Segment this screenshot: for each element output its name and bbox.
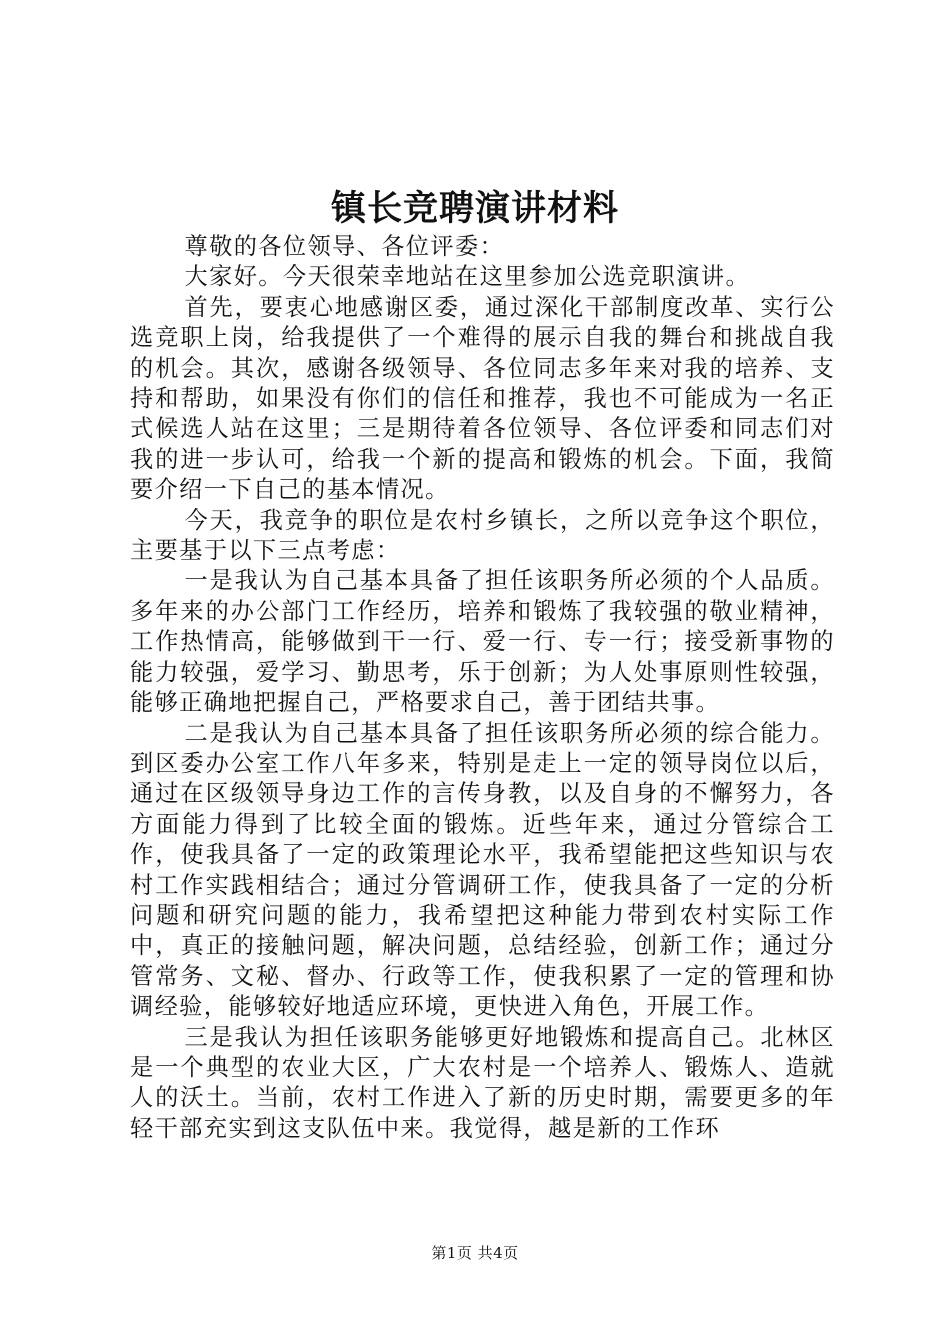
- document-body: [130, 232, 835, 1144]
- paragraph-point-three: 三是我认为担任该职务能够更好地锻炼和提高自己。北林区是一个典型的农业大区，广大农村是一个培养人、锻炼人、造就人的沃土。当前，农村工作进入了新的历史时期，需要更多的年轻干部充实到这支队伍中来。我觉得，越是新的工作环: [130, 1023, 835, 1142]
- paragraph-thanks: 首先，要衷心地感谢区委，通过深化干部制度改革、实行公选竞职上岗，给我提供了一个难得的展示自我的舞台和挑战自我的机会。其次，感谢各级领导、各位同志多年来对我的培养、支持和帮助，如果没有你们的信任和推荐，我也不可能成为一名正式候选人站在这里；三是期待着各位领导、各位评委和同志们对我的进一步认可，给我一个新的提高和锻炼的机会。下面，我简要介绍一下自己的基本情况。: [130, 293, 835, 504]
- paragraph-point-one: 一是我认为自己基本具备了担任该职务所必须的个人品质。多年来的办公部门工作经历，培养和锻炼了我较强的敬业精神，工作热情高，能够做到干一行、爱一行、专一行；接受新事物的能力较强，爱学习、勤思考，乐于创新；为人处事原则性较强，能够正确地把握自己，严格要求自己，善于团结共事。: [130, 567, 835, 717]
- document-title: 镇长竞聘演讲材料: [330, 188, 619, 229]
- paragraph-salutation: 尊敬的各位领导、各位评委：: [184, 233, 505, 260]
- paragraph-point-two: 二是我认为自己基本具备了担任该职务所必须的综合能力。到区委办公室工作八年多来，特别是走上一定的领导岗位以后，通过在区级领导身边工作的言传身教，以及自身的不懈努力，各方面能力得到了比较全面的锻炼。近些年来，通过分管综合工作，使我具备了一定的政策理论水平，我希望能把这些知识与农村工作实践相结合；通过分管调研工作，使我具备了一定的分析问题和研究问题的能力，我希望把这种能力带到农村实际工作中，真正的接触问题，解决问题，总结经验，创新工作；通过分管常务、文秘、督办、行政等工作，使我积累了一定的管理和协调经验，能够较好地适应环境，更快进入角色，开展工作。: [130, 719, 835, 1021]
- paragraph-greeting: 大家好。今天很荣幸地站在这里参加公选竞职演讲。: [184, 263, 751, 291]
- paragraph-position: 今天，我竞争的职位是农村乡镇长，之所以竞争这个职位，主要基于以下三点考虑：: [130, 506, 835, 565]
- page-number-footer: 第1页 共4页: [431, 1244, 519, 1262]
